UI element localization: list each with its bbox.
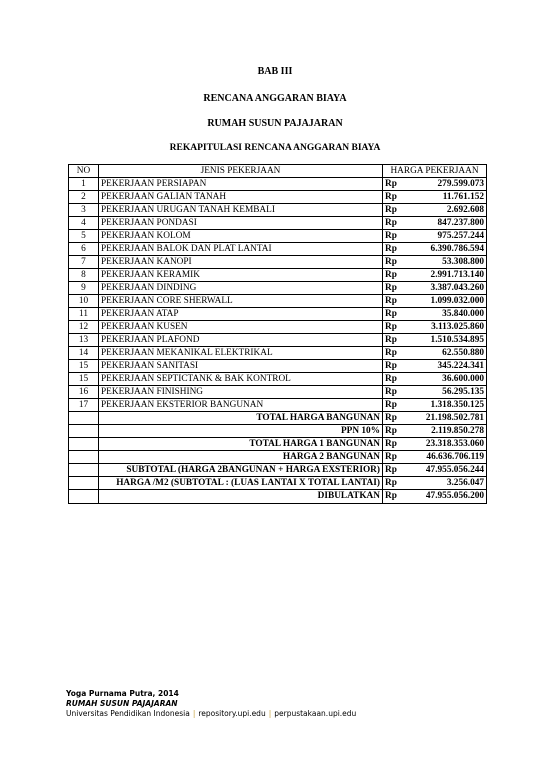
row-price: 56.295.135 bbox=[405, 386, 487, 399]
row-number: 1 bbox=[69, 178, 99, 191]
row-work-type: PEKERJAAN KERAMIK bbox=[99, 269, 383, 282]
summary-currency: Rp bbox=[383, 464, 405, 477]
footer-author: Yoga Purnama Putra, 2014 bbox=[66, 689, 179, 698]
row-price: 11.761.152 bbox=[405, 191, 487, 204]
row-work-type: PEKERJAAN BALOK DAN PLAT LANTAI bbox=[99, 243, 383, 256]
row-number: 8 bbox=[69, 269, 99, 282]
summary-currency: Rp bbox=[383, 412, 405, 425]
row-currency: Rp bbox=[383, 282, 405, 295]
table-row bbox=[69, 191, 487, 204]
row-number: 9 bbox=[69, 282, 99, 295]
summary-row bbox=[69, 477, 487, 490]
summary-value: 2.119.850.278 bbox=[405, 425, 487, 438]
row-number: 11 bbox=[69, 308, 99, 321]
summary-row bbox=[69, 438, 487, 451]
summary-currency: Rp bbox=[383, 438, 405, 451]
row-currency: Rp bbox=[383, 269, 405, 282]
row-currency: Rp bbox=[383, 386, 405, 399]
row-work-type: PEKERJAAN PONDASI bbox=[99, 217, 383, 230]
footer-library-link[interactable]: perpustakaan.upi.edu bbox=[274, 709, 357, 718]
summary-label: DIBULATKAN bbox=[99, 490, 383, 504]
table-row bbox=[69, 204, 487, 217]
summary-value: 47.955.056.244 bbox=[405, 464, 487, 477]
row-price: 1.099.032.000 bbox=[405, 295, 487, 308]
row-price: 345.224.341 bbox=[405, 360, 487, 373]
row-work-type: PEKERJAAN EKSTERIOR BANGUNAN bbox=[99, 399, 383, 412]
table-row bbox=[69, 360, 487, 373]
table-row bbox=[69, 295, 487, 308]
table-row bbox=[69, 373, 487, 386]
summary-row bbox=[69, 490, 487, 504]
table-row bbox=[69, 256, 487, 269]
row-price: 1.510.534.895 bbox=[405, 334, 487, 347]
row-currency: Rp bbox=[383, 321, 405, 334]
summary-blank-cell bbox=[69, 490, 99, 504]
summary-label: PPN 10% bbox=[99, 425, 383, 438]
summary-row bbox=[69, 425, 487, 438]
header-no: NO bbox=[69, 165, 99, 178]
header-price: HARGA PEKERJAAN bbox=[383, 165, 487, 178]
row-currency: Rp bbox=[383, 178, 405, 191]
footer-repository-link[interactable]: repository.upi.edu bbox=[198, 709, 266, 718]
row-price: 975.257.244 bbox=[405, 230, 487, 243]
row-number: 12 bbox=[69, 321, 99, 334]
summary-currency: Rp bbox=[383, 490, 405, 504]
chapter-heading: BAB III bbox=[257, 66, 293, 77]
table-row bbox=[69, 321, 487, 334]
summary-value: 46.636.706.119 bbox=[405, 451, 487, 464]
row-number: 14 bbox=[69, 347, 99, 360]
row-currency: Rp bbox=[383, 334, 405, 347]
summary-row bbox=[69, 412, 487, 425]
row-currency: Rp bbox=[383, 373, 405, 386]
row-work-type: PEKERJAAN PERSIAPAN bbox=[99, 178, 383, 191]
footer-university: Universitas Pendidikan Indonesia bbox=[66, 709, 190, 718]
header-work-type: JENIS PEKERJAAN bbox=[99, 165, 383, 178]
row-number: 13 bbox=[69, 334, 99, 347]
summary-value: 23.318.353.060 bbox=[405, 438, 487, 451]
summary-label: TOTAL HARGA 1 BANGUNAN bbox=[99, 438, 383, 451]
row-number: 5 bbox=[69, 230, 99, 243]
summary-blank-cell bbox=[69, 438, 99, 451]
table-row bbox=[69, 347, 487, 360]
document-title: RENCANA ANGGARAN BIAYA bbox=[203, 93, 347, 104]
summary-currency: Rp bbox=[383, 451, 405, 464]
table-row bbox=[69, 269, 487, 282]
table-row bbox=[69, 386, 487, 399]
summary-blank-cell bbox=[69, 451, 99, 464]
footer-links bbox=[66, 709, 356, 719]
summary-label: HARGA /M2 (SUBTOTAL : (LUAS LANTAI X TOTAL LANTAI) bbox=[99, 477, 383, 490]
summary-value: 47.955.056.200 bbox=[405, 490, 487, 504]
row-work-type: PEKERJAAN SEPTICTANK & BAK KONTROL bbox=[99, 373, 383, 386]
summary-currency: Rp bbox=[383, 477, 405, 490]
row-price: 3.113.025.860 bbox=[405, 321, 487, 334]
row-currency: Rp bbox=[383, 360, 405, 373]
table-row bbox=[69, 178, 487, 191]
row-number: 10 bbox=[69, 295, 99, 308]
summary-value: 21.198.502.781 bbox=[405, 412, 487, 425]
row-work-type: PEKERJAAN FINISHING bbox=[99, 386, 383, 399]
row-work-type: PEKERJAAN KUSEN bbox=[99, 321, 383, 334]
project-title: RUMAH SUSUN PAJAJARAN bbox=[207, 118, 343, 129]
summary-blank-cell bbox=[69, 412, 99, 425]
row-currency: Rp bbox=[383, 204, 405, 217]
table-row bbox=[69, 282, 487, 295]
row-work-type: PEKERJAAN KOLOM bbox=[99, 230, 383, 243]
table-row bbox=[69, 230, 487, 243]
row-currency: Rp bbox=[383, 347, 405, 360]
row-price: 36.600.000 bbox=[405, 373, 487, 386]
row-currency: Rp bbox=[383, 256, 405, 269]
row-number: 7 bbox=[69, 256, 99, 269]
summary-blank-cell bbox=[69, 464, 99, 477]
row-work-type: PEKERJAAN PLAFOND bbox=[99, 334, 383, 347]
row-work-type: PEKERJAAN KANOPI bbox=[99, 256, 383, 269]
summary-label: TOTAL HARGA BANGUNAN bbox=[99, 412, 383, 425]
summary-value: 3.256.047 bbox=[405, 477, 487, 490]
table-row bbox=[69, 308, 487, 321]
summary-label: HARGA 2 BANGUNAN bbox=[99, 451, 383, 464]
row-currency: Rp bbox=[383, 217, 405, 230]
row-work-type: PEKERJAAN SANITASI bbox=[99, 360, 383, 373]
row-number: 6 bbox=[69, 243, 99, 256]
table-row bbox=[69, 243, 487, 256]
footer-separator: | bbox=[268, 709, 272, 718]
row-number: 17 bbox=[69, 399, 99, 412]
summary-row bbox=[69, 451, 487, 464]
row-work-type: PEKERJAAN ATAP bbox=[99, 308, 383, 321]
row-price: 3.387.043.260 bbox=[405, 282, 487, 295]
row-price: 2.692.608 bbox=[405, 204, 487, 217]
row-work-type: PEKERJAAN DINDING bbox=[99, 282, 383, 295]
row-work-type: PEKERJAAN CORE SHERWALL bbox=[99, 295, 383, 308]
row-currency: Rp bbox=[383, 243, 405, 256]
summary-blank-cell bbox=[69, 477, 99, 490]
row-number: 16 bbox=[69, 386, 99, 399]
row-price: 847.237.800 bbox=[405, 217, 487, 230]
row-currency: Rp bbox=[383, 295, 405, 308]
row-currency: Rp bbox=[383, 191, 405, 204]
row-currency: Rp bbox=[383, 399, 405, 412]
summary-blank-cell bbox=[69, 425, 99, 438]
row-price: 53.308.800 bbox=[405, 256, 487, 269]
budget-recap-table bbox=[68, 164, 487, 504]
footer-project: RUMAH SUSUN PAJAJARAN bbox=[66, 699, 178, 708]
row-price: 62.550.880 bbox=[405, 347, 487, 360]
row-work-type: PEKERJAAN URUGAN TANAH KEMBALI bbox=[99, 204, 383, 217]
row-number: 2 bbox=[69, 191, 99, 204]
row-number: 15 bbox=[69, 373, 99, 386]
row-currency: Rp bbox=[383, 230, 405, 243]
row-price: 1.318.350.125 bbox=[405, 399, 487, 412]
row-price: 2.991.713.140 bbox=[405, 269, 487, 282]
table-body bbox=[69, 178, 487, 504]
table-row bbox=[69, 399, 487, 412]
row-work-type: PEKERJAAN GALIAN TANAH bbox=[99, 191, 383, 204]
summary-currency: Rp bbox=[383, 425, 405, 438]
row-price: 35.840.000 bbox=[405, 308, 487, 321]
table-row bbox=[69, 334, 487, 347]
row-work-type: PEKERJAAN MEKANIKAL ELEKTRIKAL bbox=[99, 347, 383, 360]
row-currency: Rp bbox=[383, 308, 405, 321]
table-header-row bbox=[69, 165, 487, 178]
footer-separator: | bbox=[192, 709, 196, 718]
row-number: 15 bbox=[69, 360, 99, 373]
row-number: 4 bbox=[69, 217, 99, 230]
summary-label: SUBTOTAL (HARGA 2BANGUNAN + HARGA EXSTERIOR) bbox=[99, 464, 383, 477]
table-row bbox=[69, 217, 487, 230]
row-price: 279.599.073 bbox=[405, 178, 487, 191]
row-number: 3 bbox=[69, 204, 99, 217]
row-price: 6.390.786.594 bbox=[405, 243, 487, 256]
table-title: REKAPITULASI RENCANA ANGGARAN BIAYA bbox=[169, 143, 381, 153]
summary-row bbox=[69, 464, 487, 477]
